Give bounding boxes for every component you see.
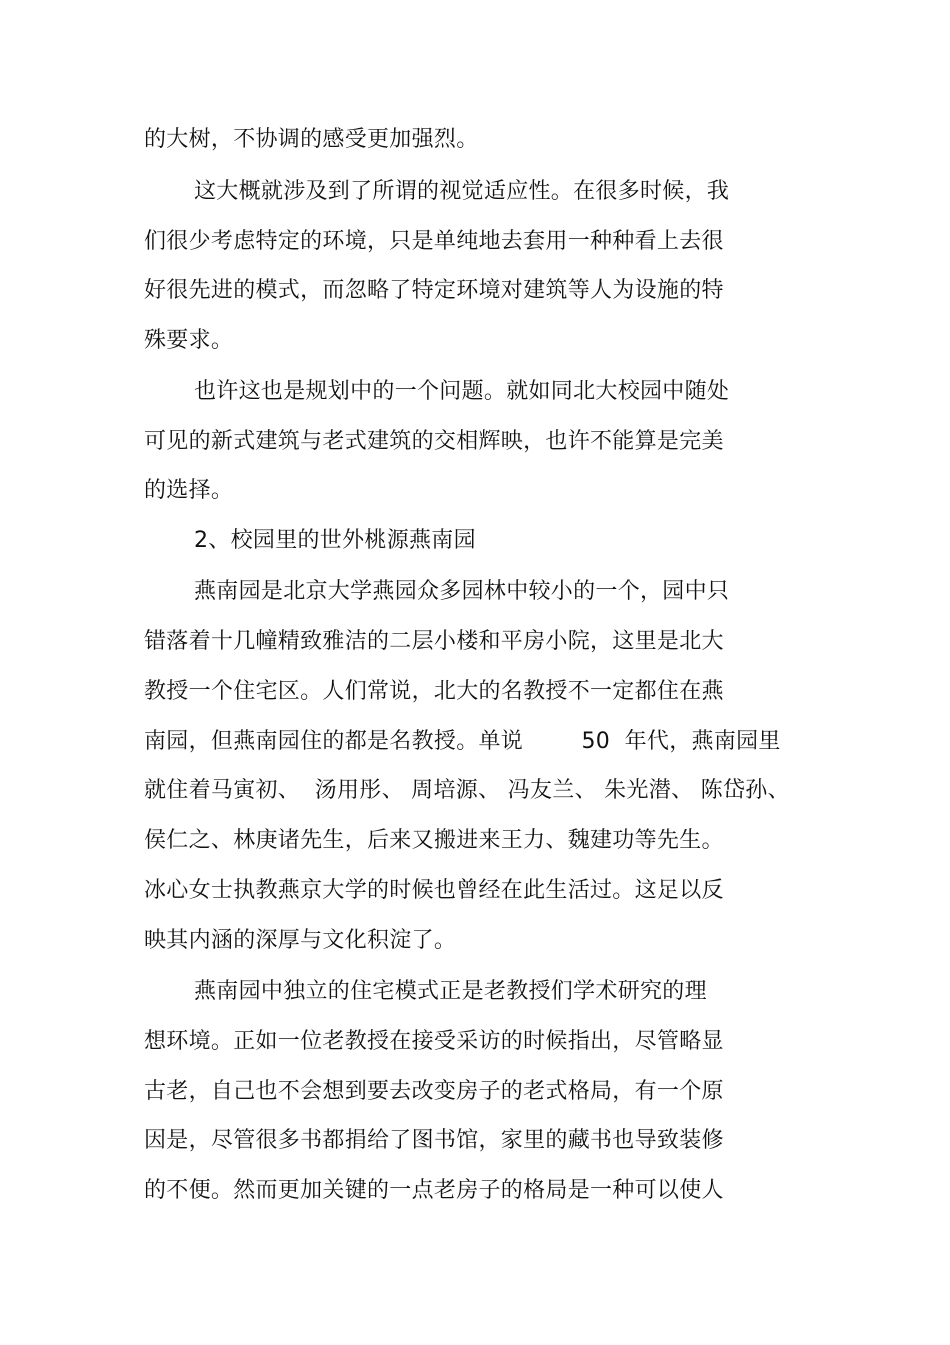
text-line: 的大树，不协调的感受更加强烈。 <box>144 127 479 152</box>
text-line: 因是，尽管很多书都捐给了图书馆，家里的藏书也导致装修 <box>144 1128 724 1153</box>
text-line: 错落着十几幢精致雅洁的二层小楼和平房小院，这里是北大 <box>144 629 724 654</box>
paragraph-first-line: 燕南园中独立的住宅模式正是老教授们学术研究的理 <box>194 979 707 1004</box>
text-line: 映其内涵的深厚与文化积淀了。 <box>144 928 457 953</box>
text-line: 们很少考虑特定的环境，只是单纯地去套用一种种看上去很 <box>144 229 724 254</box>
paragraph-first-line: 这大概就涉及到了所谓的视觉适应性。在很多时候，我 <box>194 179 730 204</box>
text-line: 教授一个住宅区。人们常说，北大的名教授不一定都住在燕 <box>144 679 724 704</box>
text-line: 侯仁之、林庚诸先生，后来又搬进来王力、魏建功等先生。 <box>144 828 724 853</box>
text-line: 就住着马寅初、 汤用彤、 周培源、 冯友兰、 朱光潜、 陈岱孙、 <box>144 778 790 803</box>
section-heading: 2、校园里的世外桃源燕南园 <box>194 528 476 553</box>
text-line: 可见的新式建筑与老式建筑的交相辉映，也许不能算是完美 <box>144 429 724 454</box>
text-line: 殊要求。 <box>144 328 234 353</box>
text-line: 的不便。然而更加关键的一点老房子的格局是一种可以使人 <box>144 1178 724 1203</box>
text-line: 想环境。正如一位老教授在接受采访的时候指出，尽管略显 <box>144 1029 724 1054</box>
text-line: 冰心女士执教燕京大学的时候也曾经在此生活过。这足以反 <box>144 878 724 903</box>
text-line: 南园，但燕南园住的都是名教授。单说 50 年代，燕南园里 <box>144 729 781 754</box>
paragraph-first-line: 燕南园是北京大学燕园众多园林中较小的一个，园中只 <box>194 579 730 604</box>
text-line: 好很先进的模式，而忽略了特定环境对建筑等人为设施的特 <box>144 278 724 303</box>
text-line: 的选择。 <box>144 478 234 503</box>
paragraph-first-line: 也许这也是规划中的一个问题。就如同北大校园中随处 <box>194 379 730 404</box>
text-line: 古老，自己也不会想到要去改变房子的老式格局，有一个原 <box>144 1079 724 1104</box>
